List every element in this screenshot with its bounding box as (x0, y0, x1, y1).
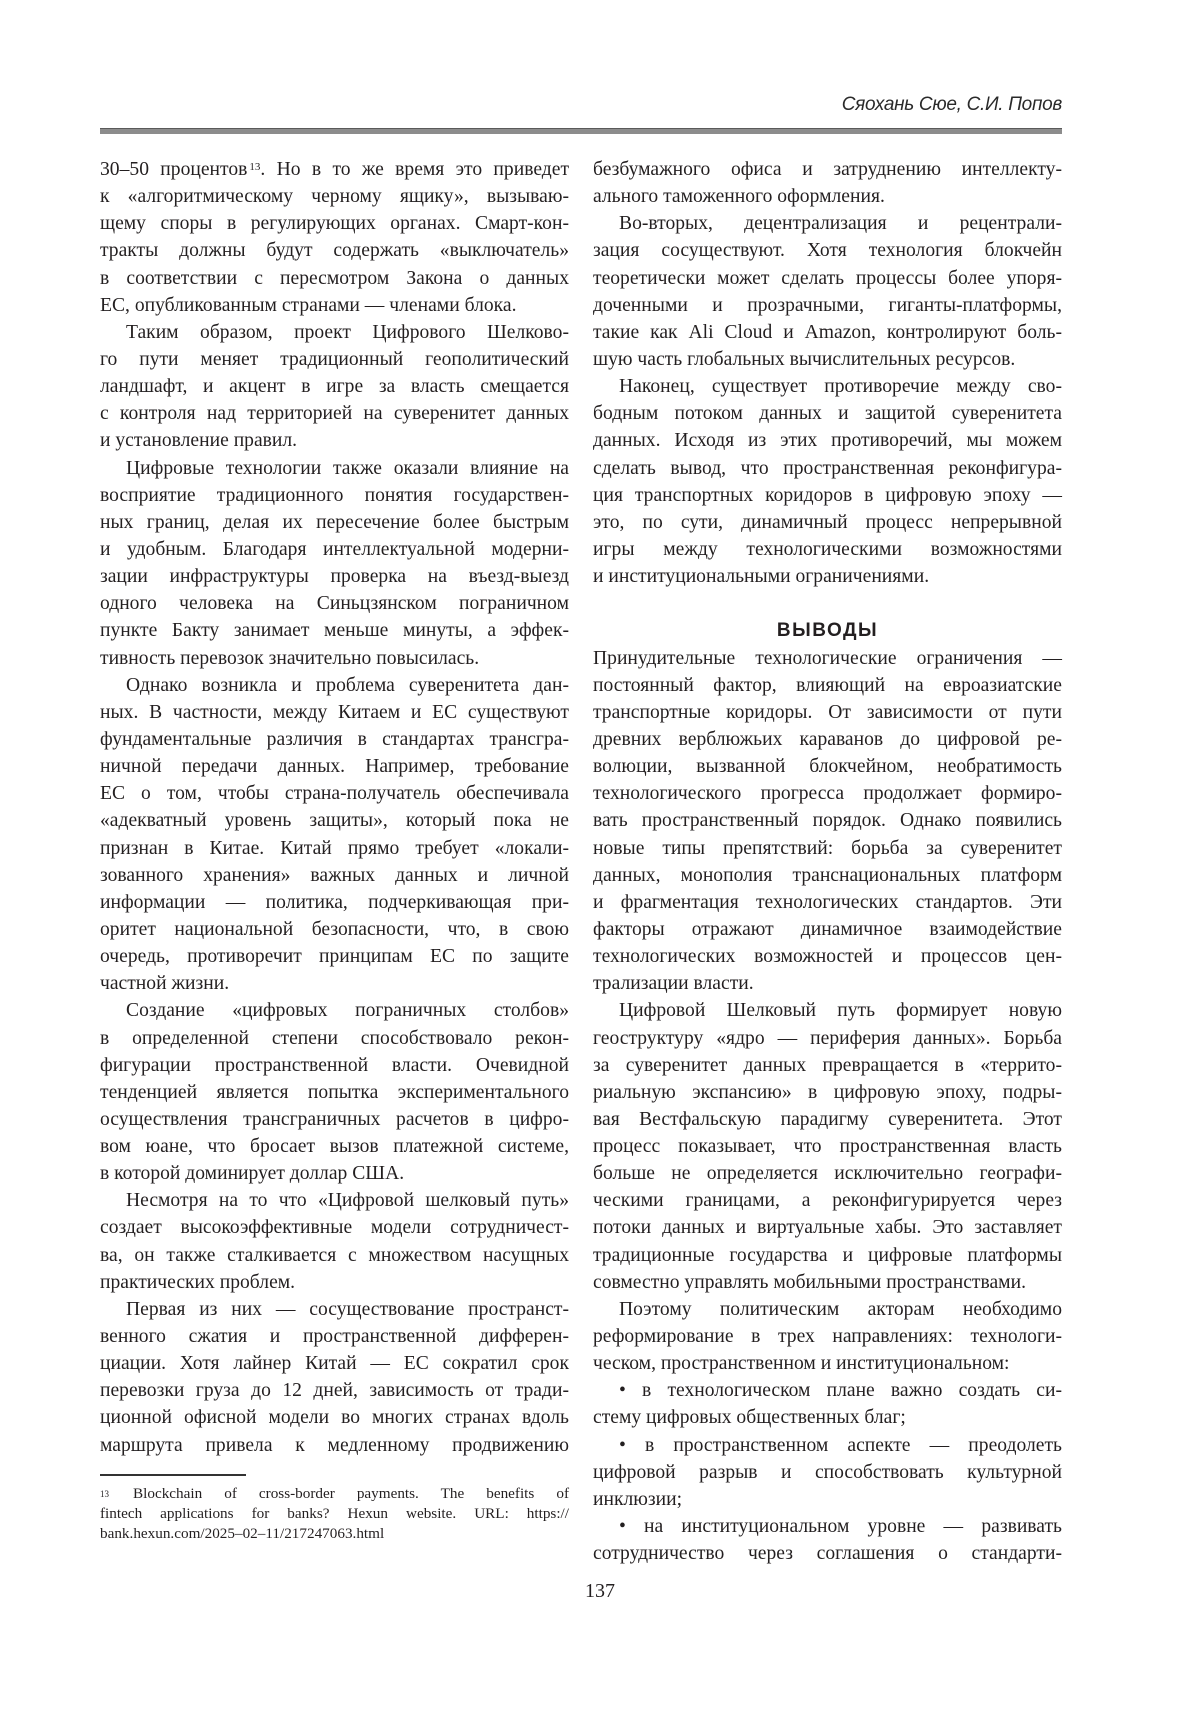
text-line: сделать вывод, что пространственная реконфигура- (593, 455, 1062, 482)
text-line: го пути меняет традиционный геополитический (100, 346, 569, 373)
text-line: факторы отражают динамичное взаимодействие (593, 916, 1062, 943)
text-line: риальную экспансию» в цифровую эпоху, подры- (593, 1079, 1062, 1106)
text-line: Во-вторых, децентрализация и рецентрали- (593, 210, 1062, 237)
text-line: ландшафт, и акцент в игре за власть смещается (100, 373, 569, 400)
text-line: Создание «цифровых пограничных столбов» (100, 997, 569, 1024)
section-heading: ВЫВОДЫ (593, 617, 1062, 644)
text-line: частной жизни. (100, 970, 569, 997)
header-rule (100, 128, 1062, 134)
text-run: 30–50 процентов (100, 159, 247, 180)
text-line: перевозки груза до 12 дней, зависимость от тради- (100, 1377, 569, 1404)
text-line: в определенной степени способствовало рекон- (100, 1025, 569, 1052)
text-line: Принудительные технологические ограничения — (593, 645, 1062, 672)
text-line: практических проблем. (100, 1269, 569, 1296)
footnote (100, 1484, 569, 1544)
text-line: бодным потоком данных и защитой суверенитета (593, 400, 1062, 427)
paragraph (593, 373, 1062, 590)
text-line: больше не определяется исключительно географи- (593, 1160, 1062, 1187)
paragraph (593, 1513, 1062, 1567)
text-line: в которой доминирует доллар США. (100, 1160, 569, 1187)
text-line: к «алгоритмическому черному ящику», вызываю- (100, 183, 569, 210)
text-line: восприятие традиционного понятия государствен- (100, 482, 569, 509)
text-line: Цифровой Шелковый путь формирует новую (593, 997, 1062, 1024)
text-line: оритет национальной безопасности, что, в свою (100, 916, 569, 943)
text-line: транспортные коридоры. От зависимости от пути (593, 699, 1062, 726)
running-header-authors: Сяохань Сюе, С.И. Попов (842, 94, 1062, 116)
text-line: «адекватный уровень защиты», который пока не (100, 807, 569, 834)
paragraph (593, 1296, 1062, 1377)
spacer (593, 590, 1062, 617)
paragraph (100, 672, 569, 998)
text-run: Blockchain of cross-border payments. The benefits of (111, 1485, 569, 1502)
text-line: древних верблюжьих караванов до цифровой ре- (593, 726, 1062, 753)
footnote-ref: 13 (100, 1489, 109, 1499)
text-line: волюции, вызванной блокчейном, необратимость (593, 753, 1062, 780)
text-line: циации. Хотя лайнер Китай — ЕС сократил срок (100, 1350, 569, 1377)
left-column (100, 156, 569, 1459)
text-line: ального таможенного оформления. (593, 183, 1062, 210)
text-line: маршрута привела к медленному продвижению (100, 1432, 569, 1459)
text-line: осуществления трансграничных расчетов в цифро- (100, 1106, 569, 1133)
text-line: ЕС, опубликованным странами — членами блока. (100, 292, 569, 319)
paragraph (593, 997, 1062, 1296)
text-line: ческими границами, а реконфигурируется через (593, 1187, 1062, 1214)
paragraph (100, 1187, 569, 1296)
text-line: постоянный фактор, влияющий на евроазиатские (593, 672, 1062, 699)
paragraph (100, 997, 569, 1187)
text-line: безбумажного офиса и затруднению интеллекту- (593, 156, 1062, 183)
text-line: щему споры в регулирующих органах. Смарт-кон- (100, 210, 569, 237)
text-line: такие как Ali Cloud и Amazon, контролируют боль- (593, 319, 1062, 346)
text-line: игры между технологическими возможностями (593, 536, 1062, 563)
text-line: данных, монополия транснациональных платформ (593, 862, 1062, 889)
text-line: реформирование в трех направлениях: технологи- (593, 1323, 1062, 1350)
text-line: Однако возникла и проблема суверенитета дан- (100, 672, 569, 699)
text-line: информации — политика, подчеркивающая при- (100, 889, 569, 916)
text-line: создает высокоэффективные модели сотрудничест- (100, 1214, 569, 1241)
footnote-ref: 13 (249, 161, 260, 173)
paragraph (593, 1432, 1062, 1513)
paragraph (100, 319, 569, 455)
text-line: • в технологическом плане важно создать си- (593, 1377, 1062, 1404)
text-line: bank.hexun.com/2025–02–11/217247063.html (100, 1524, 569, 1544)
footnote-separator (100, 1474, 246, 1476)
text-line: новые типы препятствий: борьба за суверенитет (593, 835, 1062, 862)
text-line: геоструктуру «ядро — периферия данных». Борьба (593, 1025, 1062, 1052)
paragraph (593, 645, 1062, 998)
text-line: и институциональными ограничениями. (593, 563, 1062, 590)
text-line: тракты должны будут содержать «выключатель» (100, 237, 569, 264)
text-line: ция транспортных коридоров в цифровую эпоху — (593, 482, 1062, 509)
text-line: ческом, пространственном и институциональном: (593, 1350, 1062, 1377)
text-line: Несмотря на то что «Цифровой шелковый путь» (100, 1187, 569, 1214)
text-line: ных границ, делая их пересечение более быстрым (100, 509, 569, 536)
text-line: зации инфраструктуры проверка на въезд-выезд (100, 563, 569, 590)
text-line: вом юане, что бросает вызов платежной системе, (100, 1133, 569, 1160)
text-line: вать пространственный порядок. Однако появились (593, 807, 1062, 834)
text-line: в соответствии с пересмотром Закона о данных (100, 265, 569, 292)
text-line: • в пространственном аспекте — преодолеть (593, 1432, 1062, 1459)
right-column (593, 156, 1062, 1567)
text-line: fintech applications for banks? Hexun website. URL: https:// (100, 1504, 569, 1524)
text-line: Первая из них — сосуществование пространст- (100, 1296, 569, 1323)
text-line: тенденцией является попытка экспериментального (100, 1079, 569, 1106)
text-line: совместно управлять мобильными пространствами. (593, 1269, 1062, 1296)
page-number: 137 (0, 1580, 1200, 1603)
text-line: технологических возможностей и процессов цен- (593, 943, 1062, 970)
text-line: вая Вестфальскую парадигму суверенитета. Этот (593, 1106, 1062, 1133)
text-line: тивность перевозок значительно повысилась. (100, 645, 569, 672)
text-line: одного человека на Синьцзянском пограничном (100, 590, 569, 617)
text-line: венного сжатия и пространственной дифферен- (100, 1323, 569, 1350)
text-line: за суверенитет данных превращается в «террито- (593, 1052, 1062, 1079)
text-line: это, по сути, динамичный процесс непрерывной (593, 509, 1062, 536)
text-run: . Но в то же время это приведет (260, 159, 569, 180)
paragraph (100, 156, 569, 319)
paragraph (593, 210, 1062, 373)
text-line: зация сосуществуют. Хотя технология блокчейн (593, 237, 1062, 264)
paragraph (593, 156, 1062, 210)
text-line (100, 1484, 569, 1504)
text-line: цифровой разрыв и способствовать культурной (593, 1459, 1062, 1486)
paragraph (100, 1296, 569, 1459)
text-line (100, 156, 569, 183)
text-line: и удобным. Благодаря интеллектуальной модерни- (100, 536, 569, 563)
text-line: инклюзии; (593, 1486, 1062, 1513)
text-line: Поэтому политическим акторам необходимо (593, 1296, 1062, 1323)
text-line: ных. В частности, между Китаем и ЕС существуют (100, 699, 569, 726)
text-line: и установление правил. (100, 427, 569, 454)
text-line: трализации власти. (593, 970, 1062, 997)
text-line: доченными и прозрачными, гиганты-платформы, (593, 292, 1062, 319)
text-line: потоки данных и виртуальные хабы. Это заставляет (593, 1214, 1062, 1241)
text-line: Таким образом, проект Цифрового Шелково- (100, 319, 569, 346)
text-line: с контроля над территорией на суверенитет данных (100, 400, 569, 427)
text-line: ничной передачи данных. Например, требование (100, 753, 569, 780)
text-line: стему цифровых общественных благ; (593, 1404, 1062, 1431)
text-line: процесс показывает, что пространственная власть (593, 1133, 1062, 1160)
text-line: Наконец, существует противоречие между сво- (593, 373, 1062, 400)
text-line: ва, он также сталкивается с множеством насущных (100, 1242, 569, 1269)
text-line: данных. Исходя из этих противоречий, мы можем (593, 427, 1062, 454)
text-line: ЕС о том, чтобы страна-получатель обеспечивала (100, 780, 569, 807)
text-line: • на институциональном уровне — развивать (593, 1513, 1062, 1540)
text-line: фундаментальные различия в стандартах трансгра- (100, 726, 569, 753)
text-line: технологического прогресса продолжает формиро- (593, 780, 1062, 807)
paragraph (593, 1377, 1062, 1431)
text-line: ционной офисной модели во многих странах вдоль (100, 1404, 569, 1431)
text-line: традиционные государства и цифровые платформы (593, 1242, 1062, 1269)
text-line: пункте Бакту занимает меньше минуты, а эффек- (100, 617, 569, 644)
text-line: Цифровые технологии также оказали влияние на (100, 455, 569, 482)
text-line: очередь, противоречит принципам ЕС по защите (100, 943, 569, 970)
text-line: и фрагментация технологических стандартов. Эти (593, 889, 1062, 916)
paragraph (100, 455, 569, 672)
text-line: зованного хранения» важных данных и личной (100, 862, 569, 889)
text-line: теоретически может сделать процессы более упоря- (593, 265, 1062, 292)
text-line: шую часть глобальных вычислительных ресурсов. (593, 346, 1062, 373)
text-line: фигурации пространственной власти. Очевидной (100, 1052, 569, 1079)
text-line: признан в Китае. Китай прямо требует «локали- (100, 835, 569, 862)
text-line: сотрудничество через соглашения о стандарти- (593, 1540, 1062, 1567)
